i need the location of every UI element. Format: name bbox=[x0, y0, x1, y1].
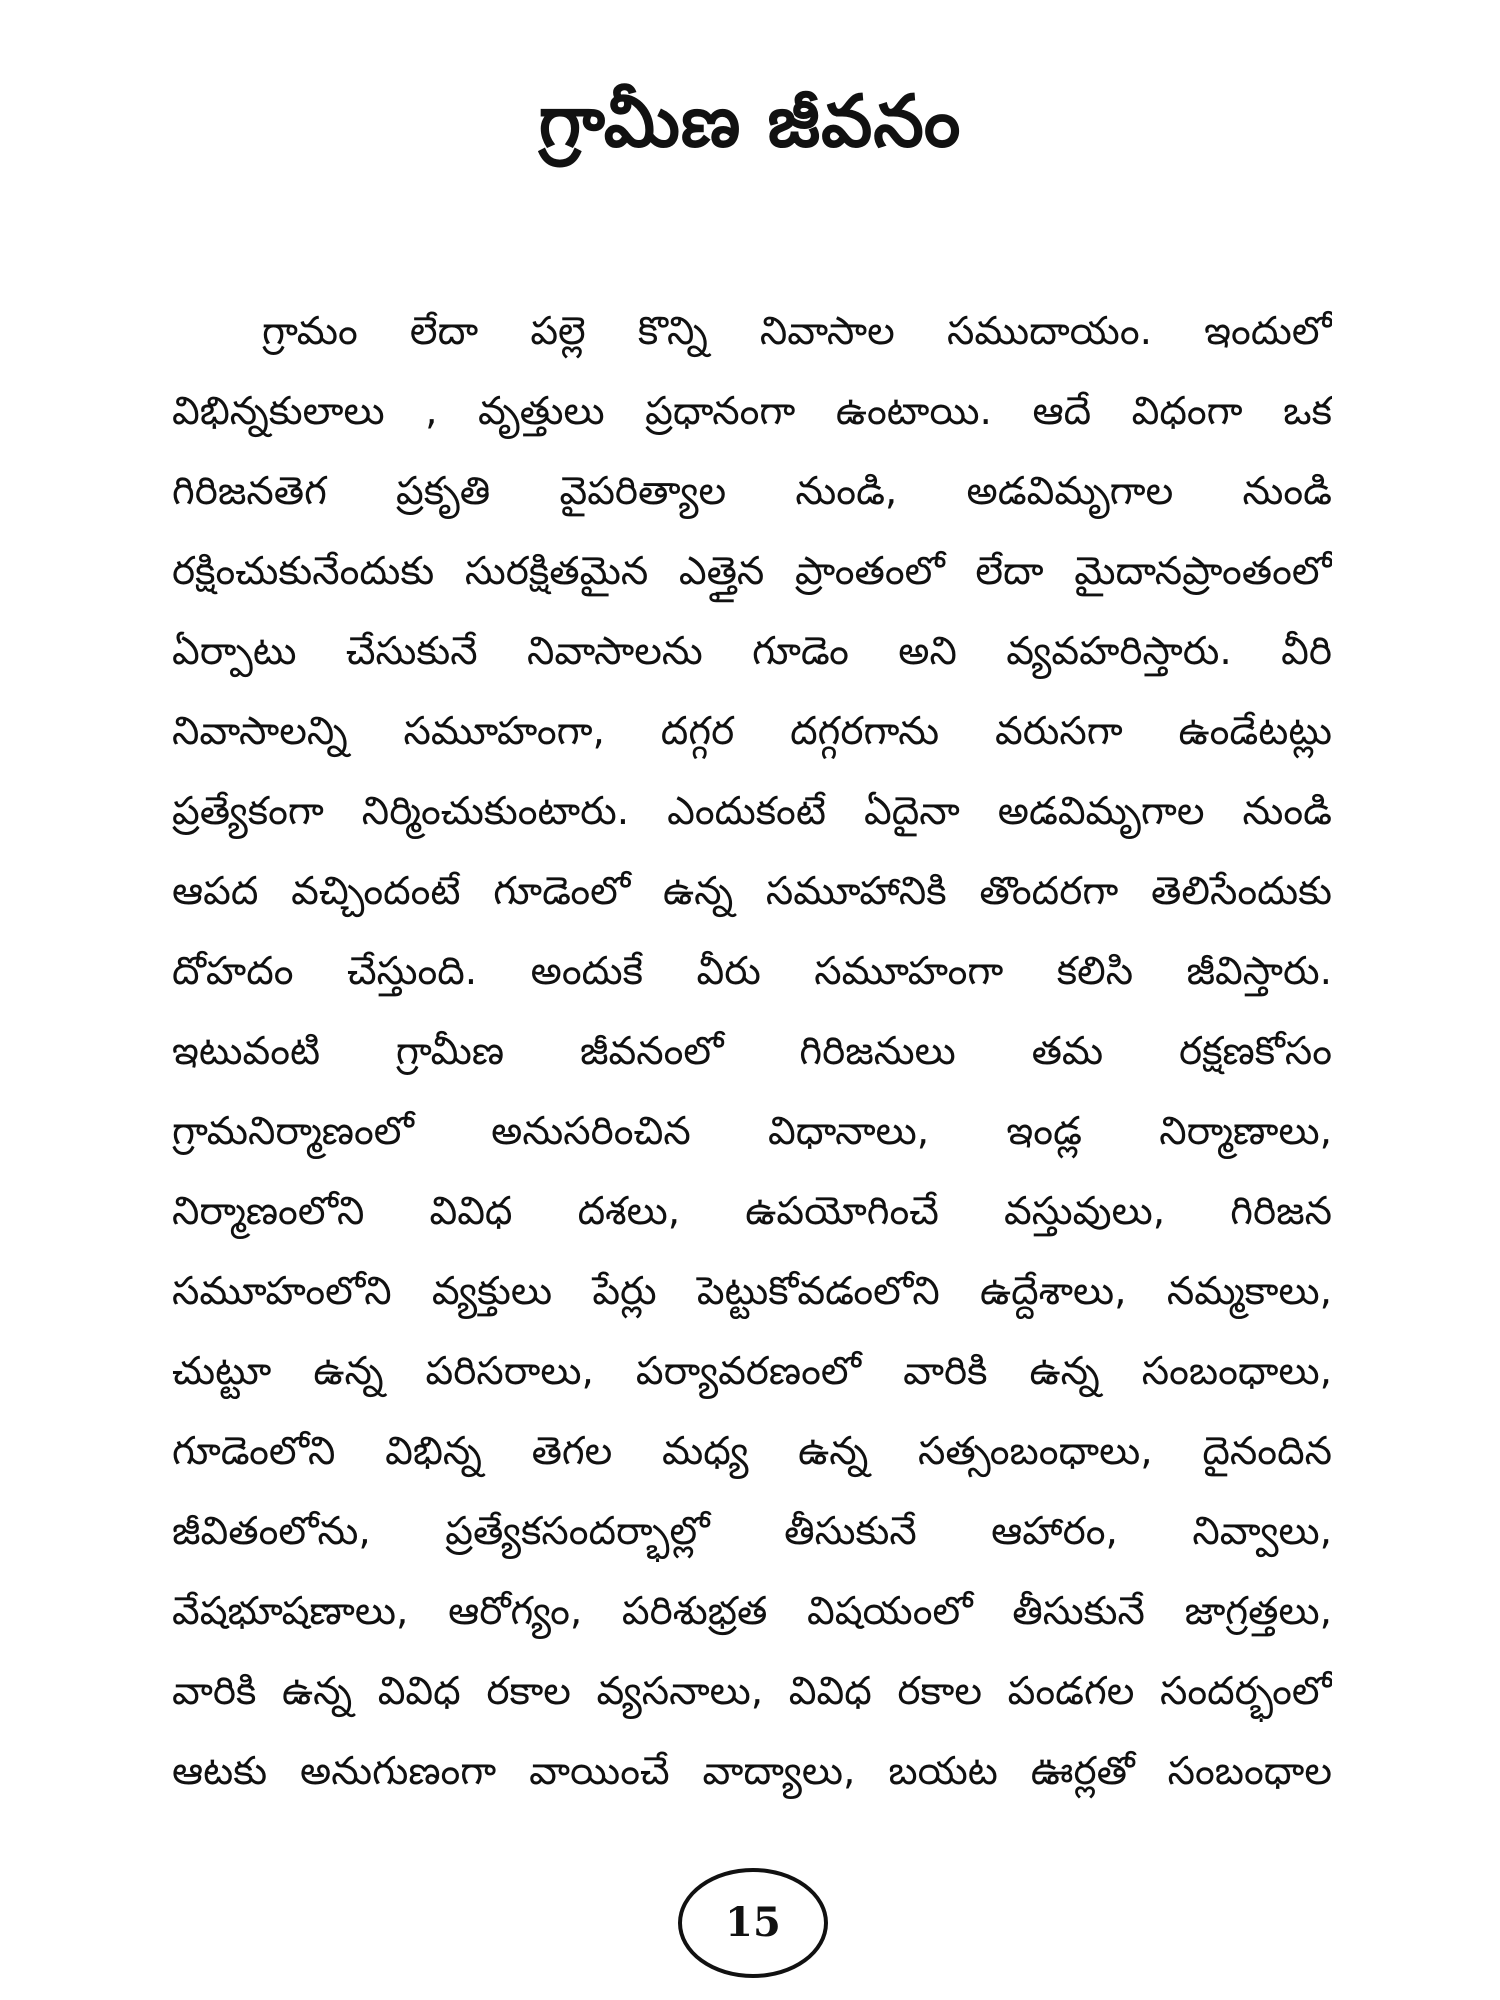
text-line: ప్రత్యేకంగా నిర్మించుకుంటారు. ఎందుకంటే ఏదైనా అడవిమృగాల నుండి bbox=[172, 789, 1332, 834]
text-line: సమూహంలోని వ్యక్తులు పేర్లు పెట్టుకోవడంలోని ఉద్దేశాలు, నమ్మకాలు, bbox=[172, 1269, 1332, 1314]
text-line: నివాసాలన్ని సమూహంగా, దగ్గర దగ్గరగాను వరుసగా ఉండేటట్లు bbox=[172, 709, 1332, 754]
text-line: వారికి ఉన్న వివిధ రకాల వ్యసనాలు, వివిధ రకాల పండగల సందర్భంలో bbox=[172, 1669, 1332, 1714]
page-title: గ్రామీణ జీవనం bbox=[538, 79, 962, 163]
text-line: జీవితంలోను, ప్రత్యేకసందర్భాల్లో తీసుకునే ఆహారం, నివ్వాలు, bbox=[172, 1509, 1332, 1554]
text-line: చుట్టూ ఉన్న పరిసరాలు, పర్యావరణంలో వారికి ఉన్న సంబంధాలు, bbox=[172, 1349, 1332, 1394]
text-line: ఇటువంటి గ్రామీణ జీవనంలో గిరిజనులు తమ రక్షణకోసం bbox=[172, 1029, 1332, 1074]
text-line: రక్షించుకునేందుకు సురక్షితమైన ఎత్తైన ప్రాంతంలో లేదా మైదానప్రాంతంలో bbox=[172, 549, 1332, 594]
text-line: ఆపద వచ్చిందంటే గూడెంలో ఉన్న సమూహానికి తొందరగా తెలిసేందుకు bbox=[172, 869, 1332, 914]
text-line: విభిన్నకులాలు , వృత్తులు ప్రధానంగా ఉంటాయి. ఆదే విధంగా ఒక bbox=[172, 389, 1332, 434]
text-line: నిర్మాణంలోని వివిధ దశలు, ఉపయోగించే వస్తువులు, గిరిజన bbox=[172, 1189, 1332, 1234]
page-number: 15 bbox=[725, 1899, 781, 1946]
text-line: ఆటకు అనుగుణంగా వాయించే వాద్యాలు, బయట ఊర్లతో సంబంధాల bbox=[172, 1749, 1332, 1794]
page-number-oval bbox=[678, 1868, 828, 1978]
text-line: ఏర్పాటు చేసుకునే నివాసాలను గూడెం అని వ్యవహరిస్తారు. వీరి bbox=[172, 629, 1332, 674]
text-line: దోహదం చేస్తుంది. అందుకే వీరు సమూహంగా కలిసి జీవిస్తారు. bbox=[172, 949, 1332, 994]
text-line: గ్రామనిర్మాణంలో అనుసరించిన విధానాలు, ఇండ్ల నిర్మాణాలు, bbox=[172, 1109, 1332, 1154]
text-line: గూడెంలోని విభిన్న తెగల మధ్య ఉన్న సత్సంబంధాలు, దైనందిన bbox=[172, 1429, 1332, 1474]
text-line: వేషభూషణాలు, ఆరోగ్యం, పరిశుభ్రత విషయంలో తీసుకునే జాగ్రత్తలు, bbox=[172, 1589, 1332, 1634]
body-text bbox=[172, 292, 1332, 1812]
text-line: గిరిజనతెగ ప్రకృతి వైపరిత్యాల నుండి, అడవిమృగాల నుండి bbox=[172, 469, 1332, 514]
text-line: గ్రామం లేదా పల్లె కొన్ని నివాసాల సముదాయం. ఇందులో bbox=[262, 309, 1332, 354]
